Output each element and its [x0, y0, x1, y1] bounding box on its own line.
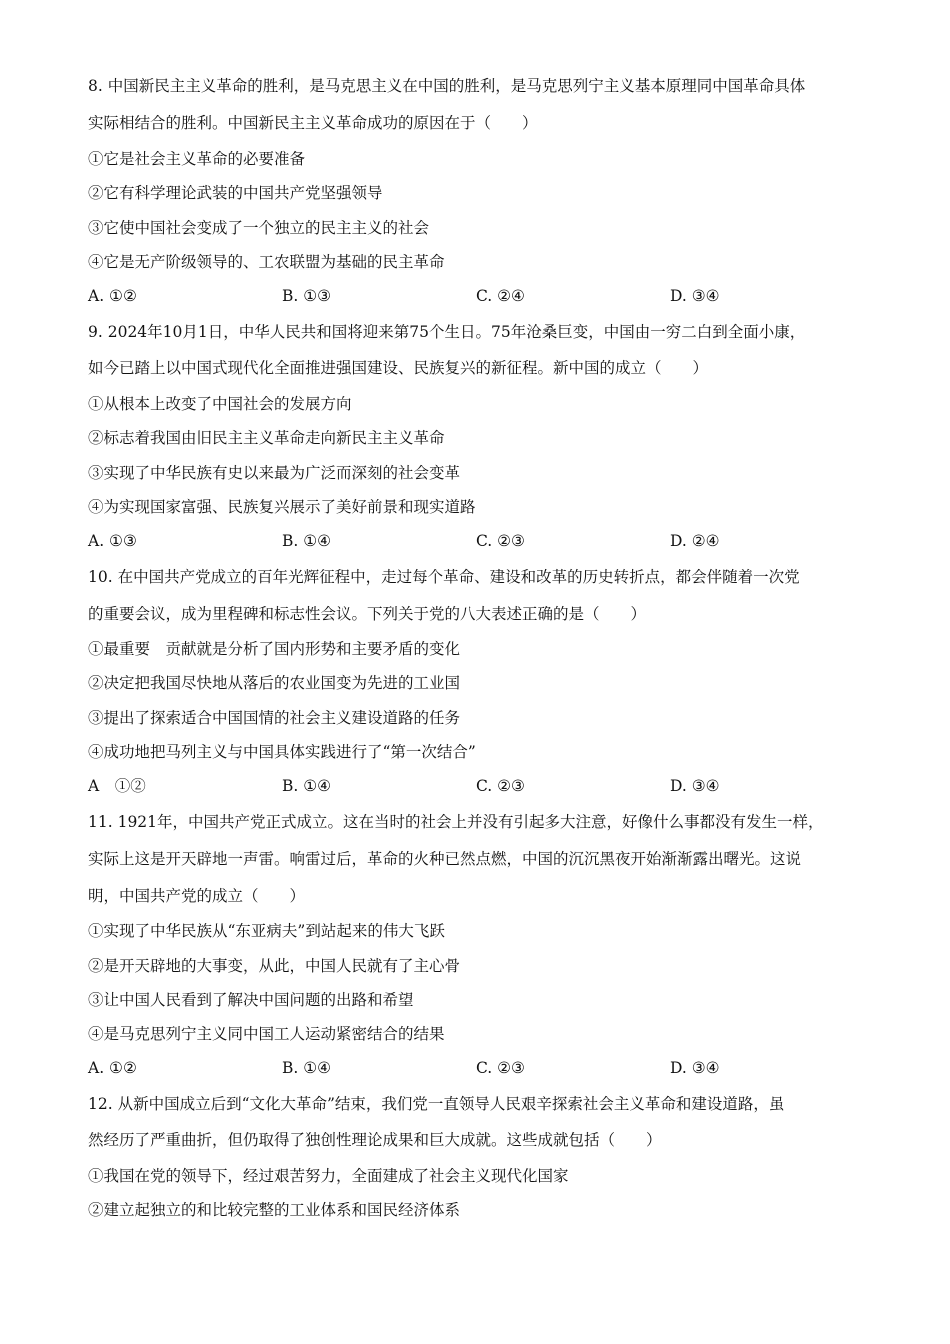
q9-option-d: D. ②④ — [670, 532, 720, 550]
q10-item-2: ②决定把我国尽快地从落后的农业国变为先进的工业国 — [88, 674, 461, 692]
q9-stem-line-2: 如今已踏上以中国式现代化全面推进强国建设、民族复兴的新征程。新中国的成立（ ） — [88, 359, 709, 377]
q10-stem-line-2: 的重要会议，成为里程碑和标志性会议。下列关于党的八大表述正确的是（ ） — [88, 605, 647, 623]
q11-item-3: ③让中国人民看到了解决中国问题的出路和希望 — [88, 991, 414, 1009]
q11-option-c: C. ②③ — [476, 1059, 525, 1077]
q9-item-4: ④为实现国家富强、民族复兴展示了美好前景和现实道路 — [88, 498, 476, 516]
q11-item-4: ④是马克思列宁主义同中国工人运动紧密结合的结果 — [88, 1025, 445, 1043]
q9-stem-line-1: 9. 2024年10月1日，中华人民共和国将迎来第75个生日。75年沧桑巨变，中国由一穷二白到全面小康， — [88, 323, 806, 341]
q9-option-c: C. ②③ — [476, 532, 525, 550]
q8-item-1: ①它是社会主义革命的必要准备 — [88, 150, 306, 168]
q10-option-d: D. ③④ — [670, 777, 720, 795]
q8-option-a: A. ①② — [88, 287, 137, 305]
q11-stem-line-1: 11. 1921年，中国共产党正式成立。这在当时的社会上并没有引起多大注意，好像什么事都没有发生一样， — [88, 813, 824, 831]
q11-stem-line-3: 明，中国共产党的成立（ ） — [88, 887, 306, 905]
q8-item-4: ④它是无产阶级领导的、工农联盟为基础的民主革命 — [88, 253, 445, 271]
q12-stem-line-1: 12. 从新中国成立后到“文化大革命”结束，我们党一直领导人民艰辛探索社会主义革命和建设道路，虽 — [88, 1095, 785, 1113]
q9-item-3: ③实现了中华民族有史以来最为广泛而深刻的社会变革 — [88, 464, 461, 482]
q11-item-2: ②是开天辟地的大事变，从此，中国人民就有了主心骨 — [88, 957, 461, 975]
q10-option-a: A ①② — [88, 777, 146, 795]
q11-option-b: B. ①④ — [282, 1059, 332, 1077]
q11-option-d: D. ③④ — [670, 1059, 720, 1077]
q12-item-2: ②建立起独立的和比较完整的工业体系和国民经济体系 — [88, 1201, 461, 1219]
q8-stem-line-1: 8. 中国新民主主义革命的胜利，是马克思主义在中国的胜利，是马克思列宁主义基本原理同中国革命具体 — [88, 77, 806, 95]
q11-option-a: A. ①② — [88, 1059, 137, 1077]
q10-item-4: ④成功地把马列主义与中国具体实践进行了“第一次结合” — [88, 743, 476, 761]
q10-option-b: B. ①④ — [282, 777, 332, 795]
q11-stem-line-2: 实际上这是开天辟地一声雷。响雷过后，革命的火种已然点燃，中国的沉沉黑夜开始渐渐露出曙光。这说 — [88, 850, 802, 868]
q10-item-3: ③提出了探索适合中国国情的社会主义建设道路的任务 — [88, 709, 461, 727]
q8-item-2: ②它有科学理论武装的中国共产党坚强领导 — [88, 184, 383, 202]
q10-item-1: ①最重要 贡献就是分析了国内形势和主要矛盾的变化 — [88, 640, 461, 658]
q8-item-3: ③它使中国社会变成了一个独立的民主主义的社会 — [88, 219, 430, 237]
q12-item-1: ①我国在党的领导下，经过艰苦努力，全面建成了社会主义现代化国家 — [88, 1167, 569, 1185]
q12-stem-line-2: 然经历了严重曲折，但仍取得了独创性理论成果和巨大成就。这些成就包括（ ） — [88, 1131, 662, 1149]
q9-option-b: B. ①④ — [282, 532, 332, 550]
q8-option-b: B. ①③ — [282, 287, 332, 305]
q8-stem-line-2: 实际相结合的胜利。中国新民主主义革命成功的原因在于（ ） — [88, 114, 538, 132]
q8-option-d: D. ③④ — [670, 287, 720, 305]
q8-option-c: C. ②④ — [476, 287, 525, 305]
q9-item-2: ②标志着我国由旧民主主义革命走向新民主主义革命 — [88, 429, 445, 447]
q9-option-a: A. ①③ — [88, 532, 137, 550]
q10-option-c: C. ②③ — [476, 777, 525, 795]
q10-stem-line-1: 10. 在中国共产党成立的百年光辉征程中，走过每个革命、建设和改革的历史转折点，都会伴随着一次党 — [88, 568, 800, 586]
q9-item-1: ①从根本上改变了中国社会的发展方向 — [88, 395, 352, 413]
q11-item-1: ①实现了中华民族从“东亚病夫”到站起来的伟大飞跃 — [88, 922, 445, 940]
